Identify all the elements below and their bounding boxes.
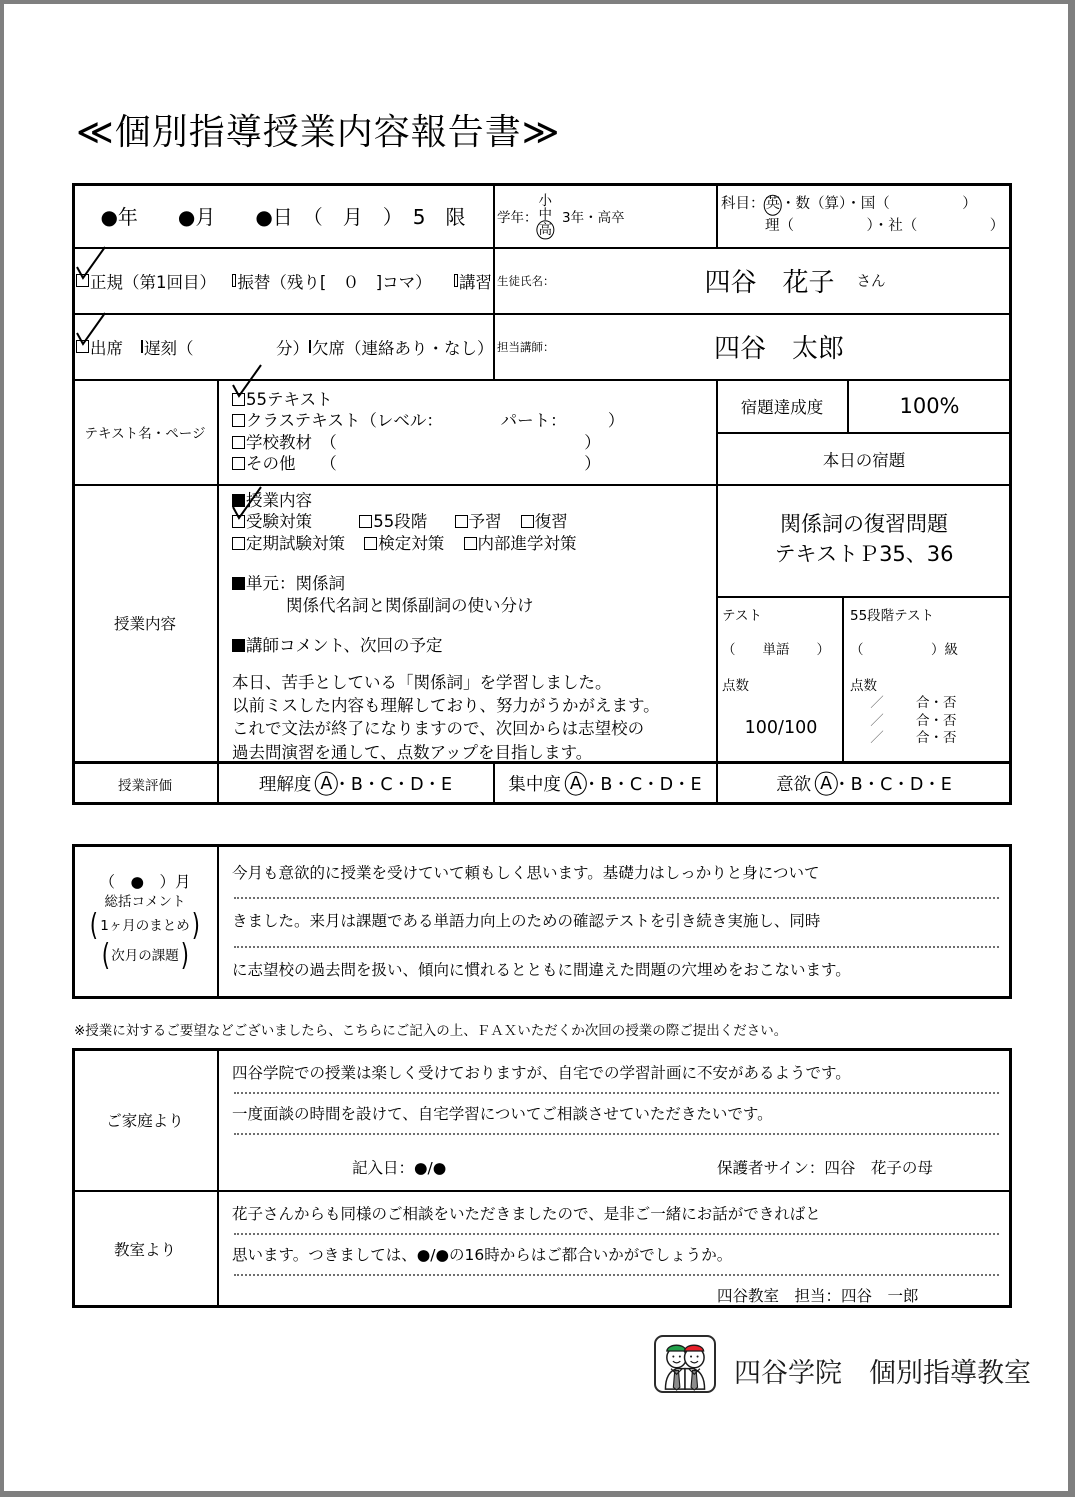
grade-option-small[interactable]: 小 xyxy=(538,193,552,210)
homework-rate-value-text: 100% xyxy=(899,394,960,418)
textbook-option-3-label: その他 （ ） xyxy=(246,454,601,474)
col-divider xyxy=(217,844,219,999)
grade55-slash: ／ xyxy=(870,695,884,711)
teacher-comment-line: 以前ミスした内容も理解しており、努力がうかがえます。 xyxy=(232,696,660,716)
grade-field[interactable] xyxy=(497,185,714,246)
evaluation-concentration-grade[interactable]: A xyxy=(569,773,582,794)
school-brand-name: 四谷学院 個別指導教室 xyxy=(734,1358,1031,1389)
lesson-check-6-label: 内部進学対策 xyxy=(477,533,577,553)
student-name-label: 生徒氏名： xyxy=(497,273,555,288)
checkbox-icon xyxy=(232,515,245,528)
student-name-label-cell xyxy=(497,249,577,312)
evaluation-understanding-grade[interactable]: A xyxy=(320,773,333,794)
attendance-present-checkbox[interactable] xyxy=(76,337,90,356)
lesson-type-field[interactable] xyxy=(76,249,492,312)
lesson-date-text: ●年 ●月 ●日 （ 月 ） 5 限 xyxy=(100,205,466,229)
textbook-option-0-label: 55テキスト xyxy=(246,390,333,409)
grade55-result[interactable]: 合・否 xyxy=(916,712,957,729)
lesson-type-regular-checkbox[interactable] xyxy=(76,271,90,290)
col-divider xyxy=(217,379,219,761)
col-divider xyxy=(842,596,844,761)
teacher-comment-line: 本日、苦手としている「関係詞」を学習しました。 xyxy=(232,672,612,692)
textbook-option-2-label: 学校教材 （ ） xyxy=(246,432,601,452)
lesson-content-heading-1: 授業内容 xyxy=(246,491,312,510)
homework-rate-label xyxy=(718,381,846,431)
checkbox-icon[interactable] xyxy=(232,436,245,449)
textbook-option-1-label: クラステキスト（レベル： パート： ） xyxy=(246,411,625,431)
col-divider xyxy=(217,1048,219,1308)
attendance-field[interactable] xyxy=(76,315,492,378)
family-entry-date[interactable] xyxy=(352,1152,612,1182)
test-block[interactable] xyxy=(722,604,840,756)
lesson-content-row-label-text: 授業内容 xyxy=(113,615,176,633)
fax-note xyxy=(74,1018,1014,1040)
lesson-check-exam-prep[interactable] xyxy=(232,511,246,532)
family-row-label-text: ご家庭より xyxy=(106,1111,184,1130)
grade55-score-label: 点数 xyxy=(850,678,877,694)
subject-field[interactable] xyxy=(721,185,1011,246)
lesson-date-field[interactable] xyxy=(74,185,492,246)
attendance-present-label: 出席 xyxy=(90,338,123,358)
checkbox-icon[interactable] xyxy=(359,515,372,528)
lesson-type-makeup-label: 振替（残り[ ０ ]コマ） xyxy=(237,272,432,292)
evaluation-understanding-label: 理解度 xyxy=(258,775,312,795)
lesson-check-1-label: 55段階 xyxy=(373,512,428,532)
summary-line-text: 今月も意欲的に授業を受けていて頼もしく思います。基礎力はしっかりと身について xyxy=(232,864,820,882)
teacher-comment-heading: 講師コメント、次回の予定 xyxy=(246,636,443,656)
bullet-square-icon xyxy=(232,639,245,652)
col-divider xyxy=(716,183,718,247)
grade55-slash: ／ xyxy=(870,730,884,747)
textbook-row-label-text: テキスト名・ページ xyxy=(84,426,206,442)
evaluation-understanding[interactable] xyxy=(219,763,492,804)
checkbox-icon[interactable] xyxy=(232,414,245,427)
teacher-name-field[interactable] xyxy=(579,315,979,378)
grade55-result[interactable]: 合・否 xyxy=(916,730,957,747)
evaluation-motivation-label: 意欲 xyxy=(776,775,812,795)
summary-label-line4: 次月の課題 xyxy=(111,947,179,964)
evaluation-row-label-text: 授業評価 xyxy=(118,777,172,794)
lesson-unit-heading: 単元：関係詞 xyxy=(246,574,345,594)
lesson-check-5-label: 検定対策 xyxy=(378,533,445,553)
classroom-signature[interactable] xyxy=(717,1282,1017,1308)
col-divider xyxy=(493,247,495,379)
summary-line-text: に志望校の過去問を扱い、傾向に慣れるとともに間違えた問題の穴埋めをおこないます。 xyxy=(232,961,851,979)
bullet-square-icon xyxy=(232,494,245,507)
student-name-field[interactable] xyxy=(579,249,1011,312)
textbook-options[interactable] xyxy=(232,389,712,483)
grade-label: 学年： xyxy=(497,209,538,226)
subject-label: 科目： xyxy=(721,196,765,213)
family-line-text: 一度面談の時間を設けて、自宅学習についてご相談させていただきたいです。 xyxy=(232,1105,773,1123)
student-name-value: 四谷 花子 xyxy=(704,268,835,298)
family-line-text: 四谷学院での授業は楽しく受けておりますが、自宅での学習計画に不安があるようです。 xyxy=(232,1064,851,1082)
family-entry-date-text: 記入日：●/● xyxy=(352,1159,447,1177)
grade55-result[interactable]: 合・否 xyxy=(916,695,957,711)
brace-left: ( xyxy=(90,907,99,943)
two-students-icon xyxy=(656,1337,714,1391)
lesson-content-body[interactable] xyxy=(232,490,714,762)
checkbox-icon xyxy=(232,393,245,406)
row-divider xyxy=(716,596,1012,598)
checkbox-icon[interactable] xyxy=(464,537,477,550)
evaluation-motivation-grade[interactable]: A xyxy=(820,773,833,794)
todays-homework-label-text: 本日の宿題 xyxy=(822,450,906,470)
writing-guide-line xyxy=(234,1133,999,1135)
checkbox-icon xyxy=(76,274,89,287)
summary-line[interactable] xyxy=(232,953,1002,985)
evaluation-motivation-rest: ・B・C・D・E xyxy=(833,775,952,795)
evaluation-motivation[interactable] xyxy=(718,763,1010,804)
family-row-label xyxy=(74,1050,216,1189)
summary-row-label xyxy=(74,846,216,997)
evaluation-concentration[interactable] xyxy=(495,763,715,804)
test-kind: （ 単語 ） xyxy=(722,642,830,658)
grade55-label: 55段階テスト xyxy=(850,608,935,624)
classroom-row-label-text: 教室より xyxy=(113,1241,176,1259)
checkbox-icon[interactable] xyxy=(232,537,245,550)
lesson-check-0-label: 受験対策 xyxy=(246,512,312,532)
col-divider xyxy=(493,183,495,247)
lesson-unit-detail: 関係代名詞と関係副詞の使い分け xyxy=(286,595,534,615)
checkbox-icon[interactable] xyxy=(232,457,245,470)
page-title: ≪個別指導授業内容報告書≫ xyxy=(76,112,561,153)
checkbox-icon[interactable] xyxy=(364,537,377,550)
textbook-row-label xyxy=(74,381,216,483)
homework-rate-value[interactable] xyxy=(849,381,1010,431)
family-line[interactable] xyxy=(232,1098,1002,1128)
student-honorific: さん xyxy=(856,274,886,290)
checkbox-icon[interactable] xyxy=(232,274,236,287)
homework-line-1: 関係詞の復習問題 xyxy=(780,512,948,537)
lesson-check-2-label: 予習 xyxy=(468,512,502,532)
summary-label-line2: 総括コメント xyxy=(104,893,186,910)
lesson-type-seminar-label: 講習 xyxy=(459,272,492,292)
bullet-square-icon xyxy=(232,577,245,590)
teacher-comment-line: これで文法が終了になりますので、次回からは志望校の xyxy=(232,719,645,739)
guardian-signature[interactable] xyxy=(717,1152,1017,1182)
lesson-type-regular-label: 正規（第1回目） xyxy=(90,272,216,292)
writing-guide-line xyxy=(234,1092,999,1094)
attendance-absent-label: 欠席（連絡あり・なし） xyxy=(312,338,494,358)
lesson-check-4-label: 定期試験対策 xyxy=(246,533,345,553)
subject-english-selected[interactable]: 英 xyxy=(765,194,782,215)
teacher-name-label-cell xyxy=(497,315,577,378)
classroom-row-label xyxy=(74,1192,216,1306)
evaluation-concentration-label: 集中度 xyxy=(508,775,561,795)
summary-line-text: きました。来月は課題である単語力向上のための確認テストを引き続き実施し、同時 xyxy=(232,912,821,930)
teacher-name-label: 担当講師： xyxy=(497,339,555,354)
classroom-line-text: 花子さんからも同様のご相談をいただきましたので、是非ご一緒にお話ができればと xyxy=(232,1205,821,1223)
checkbox-icon[interactable] xyxy=(141,340,143,353)
brace-right: ) xyxy=(180,937,189,973)
teacher-comment-line: 過去問演習を通して、点数アップを目指します。 xyxy=(232,742,593,762)
classroom-line[interactable] xyxy=(232,1239,1002,1269)
lesson-content-row-label xyxy=(74,486,216,760)
test-label: テスト xyxy=(722,608,762,624)
textbook-option-0-checkbox[interactable] xyxy=(232,389,246,410)
checkbox-icon[interactable] xyxy=(454,274,458,287)
grade-option-high-selected[interactable]: 高 xyxy=(538,221,552,238)
todays-homework-value[interactable] xyxy=(718,486,1010,594)
summary-label-line3: 1ヶ月のまとめ xyxy=(100,917,190,934)
guardian-signature-text: 保護者サイン：四谷 花子の母 xyxy=(717,1159,933,1177)
writing-guide-line xyxy=(234,946,999,948)
writing-guide-line xyxy=(234,1233,999,1235)
evaluation-row-label xyxy=(74,763,216,804)
test-score-value: 100/100 xyxy=(744,718,818,738)
grade55-slash: ／ xyxy=(870,712,884,729)
writing-guide-line xyxy=(234,897,999,899)
classroom-line-text: 思います。つきましては、●/●の16時からはご都合いかがでしょうか。 xyxy=(232,1246,733,1264)
grade55-test-block[interactable] xyxy=(850,604,1010,756)
family-line[interactable] xyxy=(232,1057,1002,1087)
grade-option-middle[interactable]: 中 xyxy=(538,207,552,224)
subject-rest-line2: 理（ ）・社（ ） xyxy=(765,217,1005,234)
homework-rate-label-text: 宿題達成度 xyxy=(740,398,824,417)
summary-month-label: （ ● ）月 xyxy=(99,873,191,892)
classroom-signature-text: 四谷教室 担当：四谷 一郎 xyxy=(717,1287,919,1305)
subject-rest-line1: ・数（算）・国（ ） xyxy=(781,196,977,213)
evaluation-concentration-rest: ・B・C・D・E xyxy=(582,775,702,795)
school-logo-mark xyxy=(654,1335,716,1393)
summary-line[interactable] xyxy=(232,904,1002,936)
lesson-check-3-label: 復習 xyxy=(534,512,568,532)
summary-line[interactable] xyxy=(232,856,1002,888)
homework-line-2: テキストＰ35、36 xyxy=(774,542,954,566)
writing-guide-line xyxy=(234,1274,999,1276)
attendance-late-label: 遅刻（ 分） xyxy=(144,338,309,358)
todays-homework-label xyxy=(718,434,1010,483)
teacher-name-value: 四谷 太郎 xyxy=(713,334,844,364)
evaluation-understanding-rest: ・B・C・D・E xyxy=(333,775,453,795)
grade55-kind: （ ）級 xyxy=(850,642,958,658)
classroom-line[interactable] xyxy=(232,1198,1002,1228)
checkbox-icon[interactable] xyxy=(521,515,534,528)
grade-detail: 3年・高卒 xyxy=(562,209,625,226)
brace-left: ( xyxy=(101,937,110,973)
report-page xyxy=(4,4,1068,1491)
fax-note-text: ※授業に対するご要望などございましたら、こちらにご記入の上、ＦＡＸいただくか次回の授業の際ご提出ください。 xyxy=(74,1023,788,1039)
test-score-label: 点数 xyxy=(722,678,749,694)
checkbox-icon[interactable] xyxy=(309,340,311,353)
checkbox-icon[interactable] xyxy=(455,515,468,528)
brace-right: ) xyxy=(191,907,200,943)
checkbox-icon xyxy=(76,340,89,353)
